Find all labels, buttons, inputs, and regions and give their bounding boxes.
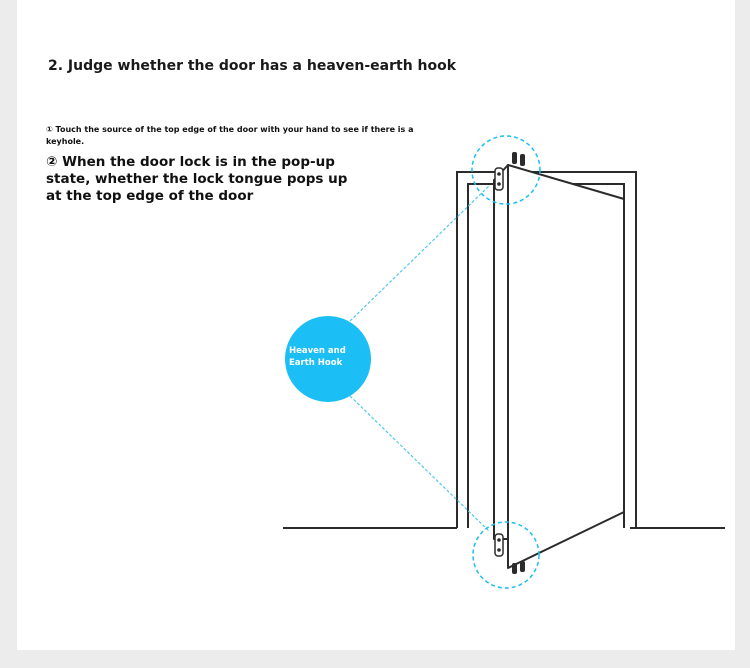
hook-label-text: Heaven and Earth Hook [289,346,346,368]
tip-lock-tongue: ② When the door lock is in the pop-up state, whether the lock tongue pops up at the top edge of the door [46,154,348,204]
door-leaf [494,165,508,539]
tip-keyhole: ① Touch the source of the top edge of the door with your hand to see if there is a keyhole. [46,125,414,146]
section-title: 2. Judge whether the door has a heaven-earth hook [48,58,457,74]
door-panel [508,165,624,568]
